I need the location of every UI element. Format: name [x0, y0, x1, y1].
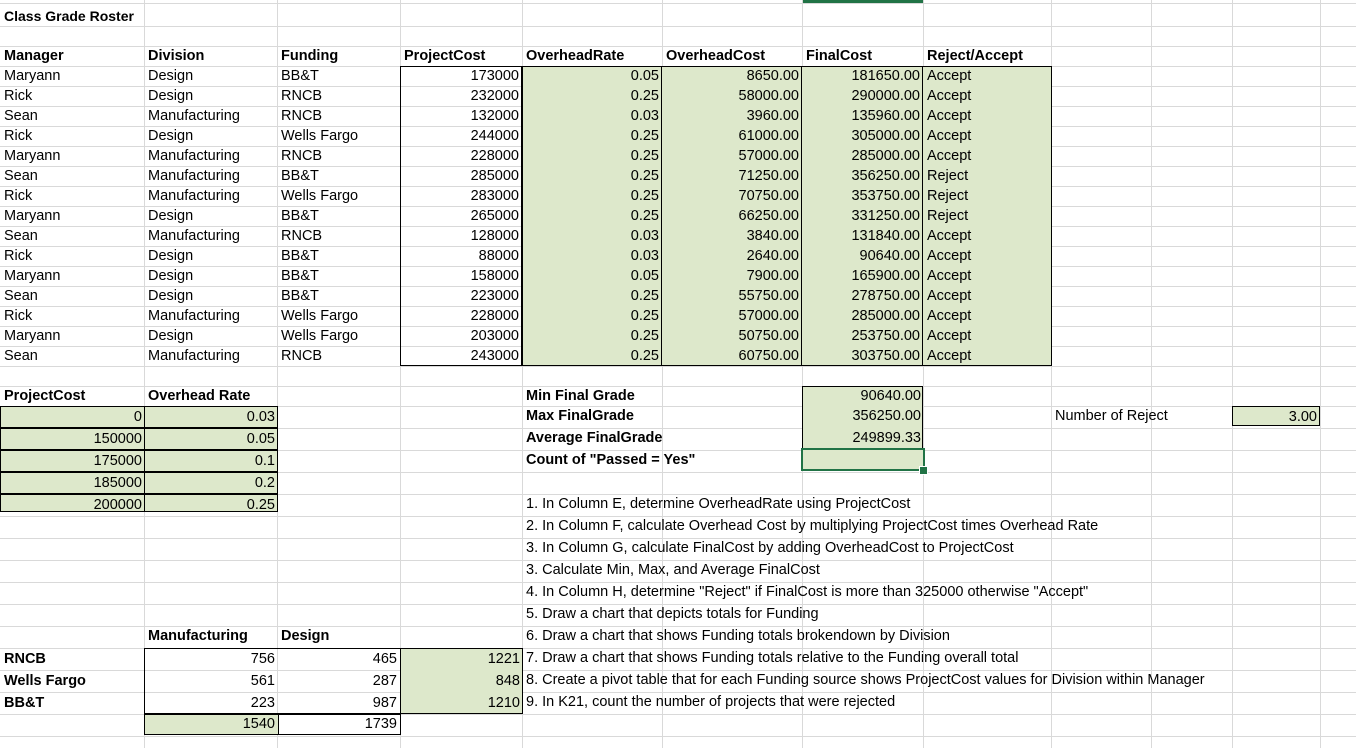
summary-manufacturing-cell[interactable]: 756 [250, 651, 275, 667]
stat-min-label[interactable]: Min Final Grade [526, 388, 635, 404]
summary-design-cell[interactable]: 465 [372, 651, 397, 667]
cell-division[interactable]: Design [148, 88, 194, 104]
summary-manufacturing-cell[interactable]: 223 [250, 695, 275, 711]
cell-overhead-rate[interactable]: 0.05 [522, 266, 662, 286]
lookup-rate-cell[interactable]: 0.25 [144, 494, 278, 512]
cell-overhead-cost[interactable]: 7900.00 [662, 266, 802, 286]
stat-max-label[interactable]: Max FinalGrade [526, 408, 634, 424]
cell-overhead-cost[interactable]: 55750.00 [662, 286, 802, 306]
cell-overhead-cost[interactable]: 3840.00 [662, 226, 802, 246]
cell-division[interactable]: Manufacturing [148, 308, 240, 324]
cell-division[interactable]: Design [148, 328, 194, 344]
cell-overhead-cost[interactable]: 8650.00 [662, 66, 802, 86]
lookup-rate-cell[interactable]: 0.2 [144, 472, 278, 494]
instruction-line[interactable]: 2. In Column F, calculate Overhead Cost by multiplying ProjectCost times Overhead Rate [526, 518, 1099, 534]
cell-decision[interactable]: Reject [927, 168, 969, 184]
instruction-line[interactable]: 8. Create a pivot table that for each Funding source shows ProjectCost values for Division within Manager [526, 672, 1205, 688]
lookup-rate-cell[interactable]: 0.1 [144, 450, 278, 472]
header-division[interactable]: Division [148, 48, 205, 64]
summary-row-label[interactable]: RNCB [4, 651, 46, 667]
cell-division[interactable]: Manufacturing [148, 148, 240, 164]
cell-final-cost[interactable]: 285000.00 [802, 306, 923, 326]
summary-design-cell[interactable]: 987 [372, 695, 397, 711]
cell-division[interactable]: Design [148, 128, 194, 144]
cell-project-cost[interactable]: 285000 [400, 166, 522, 186]
cell-decision[interactable]: Accept [927, 68, 972, 84]
cell-overhead-rate[interactable]: 0.25 [522, 206, 662, 226]
cell-overhead-cost[interactable]: 50750.00 [662, 326, 802, 346]
cell-division[interactable]: Manufacturing [148, 168, 240, 184]
cell-overhead-cost[interactable]: 2640.00 [662, 246, 802, 266]
cell-funding[interactable]: Wells Fargo [281, 128, 359, 144]
cell-final-cost[interactable]: 131840.00 [802, 226, 923, 246]
cell-decision[interactable]: Accept [927, 248, 972, 264]
cell-project-cost[interactable]: 158000 [400, 266, 522, 286]
cell-decision[interactable]: Accept [927, 348, 972, 364]
cell-overhead-cost[interactable]: 3960.00 [662, 106, 802, 126]
cell-decision[interactable]: Accept [927, 268, 972, 284]
summary-row-label[interactable]: BB&T [4, 695, 45, 711]
cell-manager[interactable]: Sean [4, 288, 38, 304]
cell-final-cost[interactable]: 305000.00 [802, 126, 923, 146]
cell-manager[interactable]: Rick [4, 308, 33, 324]
cell-decision[interactable]: Accept [927, 288, 972, 304]
cell-final-cost[interactable]: 290000.00 [802, 86, 923, 106]
lookup-header-cost[interactable]: ProjectCost [4, 388, 86, 404]
cell-final-cost[interactable]: 253750.00 [802, 326, 923, 346]
cell-overhead-rate[interactable]: 0.25 [522, 306, 662, 326]
cell-funding[interactable]: RNCB [281, 108, 323, 124]
cell-manager[interactable]: Rick [4, 128, 33, 144]
cell-overhead-rate[interactable]: 0.03 [522, 246, 662, 266]
cell-manager[interactable]: Maryann [4, 208, 61, 224]
cell-division[interactable]: Manufacturing [148, 188, 240, 204]
cell-manager[interactable]: Rick [4, 88, 33, 104]
stat-min-value[interactable]: 90640.00 [860, 388, 921, 404]
cell-project-cost[interactable]: 128000 [400, 226, 522, 246]
instruction-line[interactable]: 3. In Column G, calculate FinalCost by adding OverheadCost to ProjectCost [526, 540, 1014, 556]
cell-project-cost[interactable]: 228000 [400, 306, 522, 326]
cell-overhead-rate[interactable]: 0.25 [522, 86, 662, 106]
cell-decision[interactable]: Accept [927, 328, 972, 344]
fill-handle[interactable] [919, 466, 928, 475]
lookup-cost-cell[interactable]: 175000 [0, 450, 144, 472]
cell-manager[interactable]: Rick [4, 248, 33, 264]
lookup-header-rate[interactable]: Overhead Rate [148, 388, 251, 404]
summary-manufacturing-cell[interactable]: 561 [250, 673, 275, 689]
header-overhead-rate[interactable]: OverheadRate [526, 48, 625, 64]
summary-total-design[interactable]: 1739 [364, 716, 397, 732]
cell-project-cost[interactable]: 283000 [400, 186, 522, 206]
stat-max-value[interactable]: 356250.00 [852, 408, 921, 424]
cell-final-cost[interactable]: 331250.00 [802, 206, 923, 226]
lookup-cost-cell[interactable]: 150000 [0, 428, 144, 450]
stat-count-label[interactable]: Count of "Passed = Yes" [526, 452, 696, 468]
cell-overhead-rate[interactable]: 0.03 [522, 106, 662, 126]
sheet-title[interactable]: Class Grade Roster [4, 8, 134, 24]
cell-decision[interactable]: Reject [927, 208, 969, 224]
cell-division[interactable]: Design [148, 208, 194, 224]
cell-funding[interactable]: Wells Fargo [281, 308, 359, 324]
cell-funding[interactable]: BB&T [281, 248, 319, 264]
cell-overhead-cost[interactable]: 57000.00 [662, 146, 802, 166]
cell-overhead-rate[interactable]: 0.25 [522, 286, 662, 306]
summary-header-design[interactable]: Design [281, 628, 330, 644]
cell-project-cost[interactable]: 132000 [400, 106, 522, 126]
cell-decision[interactable]: Accept [927, 308, 972, 324]
cell-overhead-rate[interactable]: 0.05 [522, 66, 662, 86]
cell-funding[interactable]: RNCB [281, 348, 323, 364]
cell-division[interactable]: Manufacturing [148, 108, 240, 124]
cell-funding[interactable]: RNCB [281, 228, 323, 244]
cell-overhead-rate[interactable]: 0.25 [522, 326, 662, 346]
cell-project-cost[interactable]: 243000 [400, 346, 522, 366]
stat-avg-label[interactable]: Average FinalGrade [526, 430, 663, 446]
lookup-rate-cell[interactable]: 0.03 [144, 406, 278, 428]
cell-project-cost[interactable]: 173000 [400, 66, 522, 86]
cell-overhead-cost[interactable]: 58000.00 [662, 86, 802, 106]
instruction-line[interactable]: 9. In K21, count the number of projects that were rejected [526, 694, 896, 710]
cell-manager[interactable]: Maryann [4, 148, 61, 164]
cell-manager[interactable]: Maryann [4, 68, 61, 84]
cell-funding[interactable]: RNCB [281, 148, 323, 164]
cell-manager[interactable]: Maryann [4, 268, 61, 284]
cell-project-cost[interactable]: 244000 [400, 126, 522, 146]
cell-decision[interactable]: Reject [927, 188, 969, 204]
header-funding[interactable]: Funding [281, 48, 339, 64]
cell-final-cost[interactable]: 165900.00 [802, 266, 923, 286]
lookup-rate-cell[interactable]: 0.05 [144, 428, 278, 450]
cell-final-cost[interactable]: 356250.00 [802, 166, 923, 186]
cell-overhead-rate[interactable]: 0.25 [522, 166, 662, 186]
cell-decision[interactable]: Accept [927, 128, 972, 144]
cell-funding[interactable]: Wells Fargo [281, 328, 359, 344]
instruction-line[interactable]: 7. Draw a chart that shows Funding totals relative to the Funding overall total [526, 650, 1019, 666]
cell-overhead-cost[interactable]: 60750.00 [662, 346, 802, 366]
cell-overhead-rate[interactable]: 0.03 [522, 226, 662, 246]
cell-project-cost[interactable]: 228000 [400, 146, 522, 166]
summary-total-cell[interactable]: 1221 [487, 651, 520, 667]
instruction-line[interactable]: 3. Calculate Min, Max, and Average FinalCost [526, 562, 820, 578]
cell-division[interactable]: Design [148, 248, 194, 264]
cell-manager[interactable]: Sean [4, 348, 38, 364]
lookup-cost-cell[interactable]: 0 [0, 406, 144, 428]
header-reject-accept[interactable]: Reject/Accept [927, 48, 1023, 64]
cell-project-cost[interactable]: 203000 [400, 326, 522, 346]
cell-manager[interactable]: Sean [4, 108, 38, 124]
lookup-cost-cell[interactable]: 200000 [0, 494, 144, 512]
header-manager[interactable]: Manager [4, 48, 64, 64]
cell-division[interactable]: Manufacturing [148, 228, 240, 244]
cell-overhead-cost[interactable]: 57000.00 [662, 306, 802, 326]
cell-project-cost[interactable]: 223000 [400, 286, 522, 306]
cell-overhead-rate[interactable]: 0.25 [522, 146, 662, 166]
cell-overhead-rate[interactable]: 0.25 [522, 186, 662, 206]
cell-division[interactable]: Manufacturing [148, 348, 240, 364]
cell-decision[interactable]: Accept [927, 108, 972, 124]
instruction-line[interactable]: 1. In Column E, determine OverheadRate using ProjectCost [526, 496, 911, 512]
summary-total-cell[interactable]: 848 [495, 673, 520, 689]
cell-decision[interactable]: Accept [927, 88, 972, 104]
header-overhead-cost[interactable]: OverheadCost [666, 48, 766, 64]
cell-division[interactable]: Design [148, 268, 194, 284]
summary-header-manufacturing[interactable]: Manufacturing [148, 628, 248, 644]
lookup-cost-cell[interactable]: 185000 [0, 472, 144, 494]
cell-manager[interactable]: Maryann [4, 328, 61, 344]
cell-division[interactable]: Design [148, 68, 194, 84]
cell-funding[interactable]: BB&T [281, 168, 319, 184]
cell-final-cost[interactable]: 303750.00 [802, 346, 923, 366]
cell-funding[interactable]: BB&T [281, 268, 319, 284]
cell-decision[interactable]: Accept [927, 148, 972, 164]
cell-overhead-cost[interactable]: 70750.00 [662, 186, 802, 206]
cell-overhead-cost[interactable]: 61000.00 [662, 126, 802, 146]
cell-funding[interactable]: BB&T [281, 208, 319, 224]
summary-total-manufacturing[interactable]: 1540 [242, 716, 275, 732]
cell-funding[interactable]: BB&T [281, 288, 319, 304]
cell-funding[interactable]: BB&T [281, 68, 319, 84]
cell-overhead-cost[interactable]: 66250.00 [662, 206, 802, 226]
cell-project-cost[interactable]: 232000 [400, 86, 522, 106]
cell-final-cost[interactable]: 278750.00 [802, 286, 923, 306]
cell-final-cost[interactable]: 353750.00 [802, 186, 923, 206]
cell-overhead-rate[interactable]: 0.25 [522, 126, 662, 146]
reject-count-label[interactable]: Number of Reject [1055, 408, 1168, 424]
cell-overhead-cost[interactable]: 71250.00 [662, 166, 802, 186]
cell-final-cost[interactable]: 90640.00 [802, 246, 923, 266]
cell-final-cost[interactable]: 181650.00 [802, 66, 923, 86]
cell-overhead-rate[interactable]: 0.25 [522, 346, 662, 366]
cell-project-cost[interactable]: 265000 [400, 206, 522, 226]
stat-avg-value[interactable]: 249899.33 [852, 430, 921, 446]
cell-division[interactable]: Design [148, 288, 194, 304]
active-cell-selection[interactable] [801, 448, 925, 471]
cell-manager[interactable]: Sean [4, 228, 38, 244]
cell-manager[interactable]: Sean [4, 168, 38, 184]
cell-project-cost[interactable]: 88000 [400, 246, 522, 266]
reject-count-value[interactable]: 3.00 [1232, 406, 1320, 426]
instruction-line[interactable]: 6. Draw a chart that shows Funding totals brokendown by Division [526, 628, 950, 644]
cell-final-cost[interactable]: 285000.00 [802, 146, 923, 166]
cell-decision[interactable]: Accept [927, 228, 972, 244]
cell-funding[interactable]: Wells Fargo [281, 188, 359, 204]
summary-total-cell[interactable]: 1210 [487, 695, 520, 711]
cell-manager[interactable]: Rick [4, 188, 33, 204]
summary-row-label[interactable]: Wells Fargo [4, 673, 86, 689]
instruction-line[interactable]: 5. Draw a chart that depicts totals for Funding [526, 606, 819, 622]
header-project-cost[interactable]: ProjectCost [404, 48, 486, 64]
cell-funding[interactable]: RNCB [281, 88, 323, 104]
summary-design-cell[interactable]: 287 [372, 673, 397, 689]
instruction-line[interactable]: 4. In Column H, determine "Reject" if FinalCost is more than 325000 otherwise "Accept" [526, 584, 1089, 600]
header-final-cost[interactable]: FinalCost [806, 48, 873, 64]
cell-final-cost[interactable]: 135960.00 [802, 106, 923, 126]
